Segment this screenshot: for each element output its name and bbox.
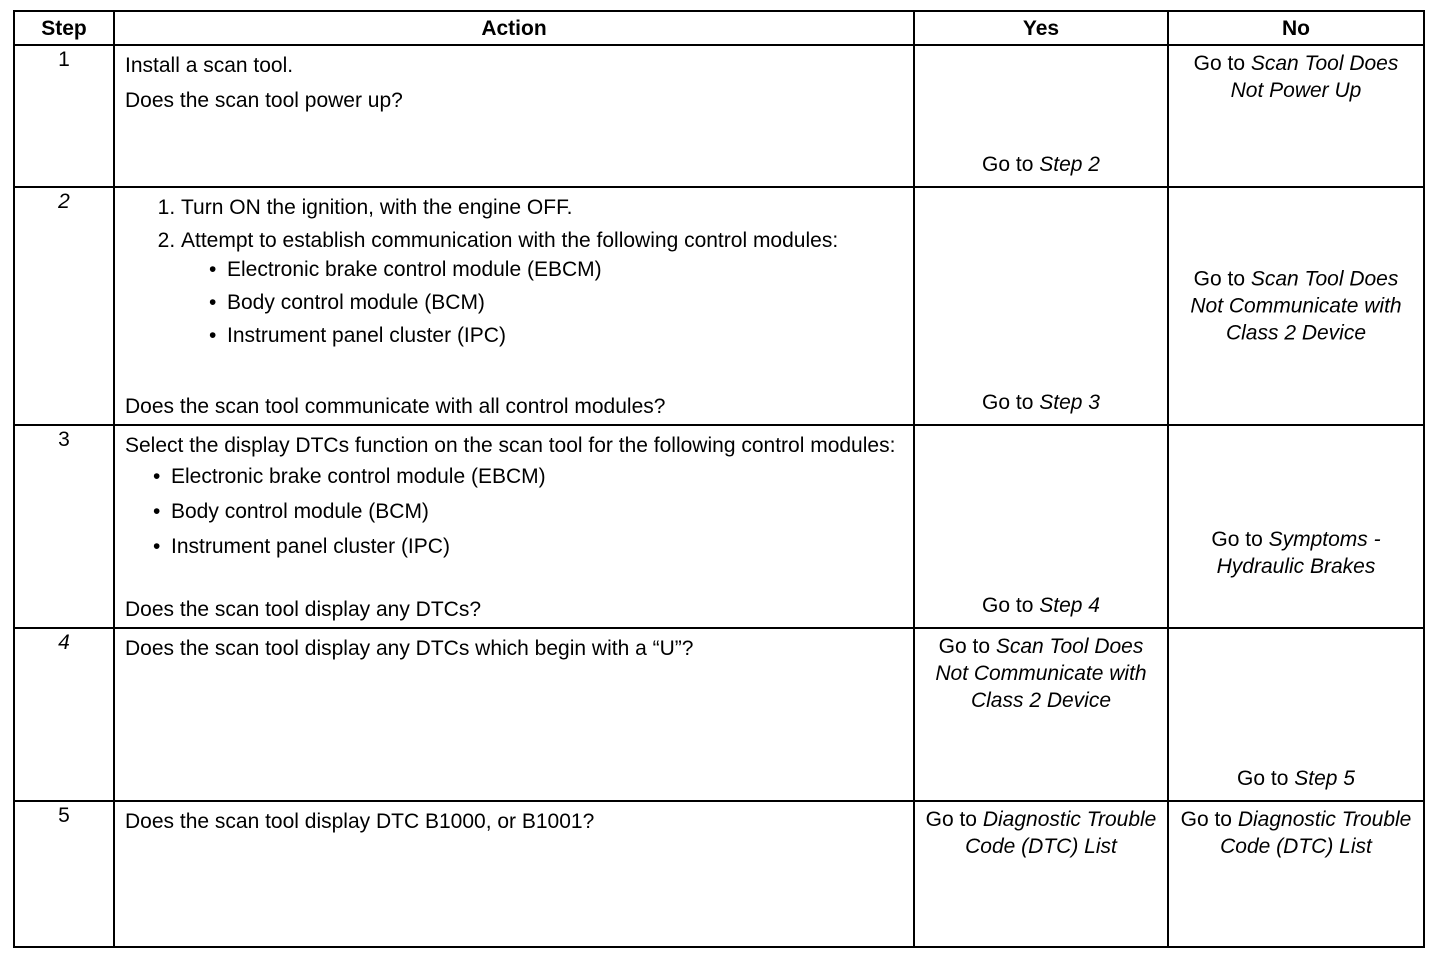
yes-cell [914, 801, 1168, 947]
outcome-prefix: Go to [982, 153, 1040, 176]
list-item-text: Electronic brake control module (EBCM) [227, 258, 602, 281]
header-no: No [1168, 11, 1424, 45]
yes-cell [914, 45, 1168, 187]
outcome-link[interactable]: Scan Tool Does Not Power Up [1230, 52, 1399, 102]
outcome-prefix: Go to [925, 808, 983, 831]
outcome-link[interactable]: Scan Tool Does Not Communicate with Class 2 Device [935, 635, 1147, 712]
yes-outcome[interactable] [915, 802, 1167, 864]
outcome-prefix: Go to [982, 594, 1040, 617]
module-list [181, 256, 903, 349]
table-row [14, 425, 1424, 628]
header-row [14, 11, 1424, 45]
list-item-text: Body control module (BCM) [227, 291, 485, 314]
outcome-prefix: Go to [1237, 767, 1295, 790]
outcome-prefix: Go to [1193, 52, 1251, 75]
list-item-text: Body control module (BCM) [171, 500, 429, 523]
no-cell [1168, 187, 1424, 425]
outcome-prefix: Go to [1193, 267, 1251, 291]
action-cell [114, 187, 914, 425]
no-outcome[interactable] [1169, 46, 1423, 108]
numbered-steps [125, 194, 903, 349]
outcome-link[interactable]: Step 5 [1294, 767, 1355, 790]
action-cell [114, 425, 914, 628]
table-row [14, 45, 1424, 187]
action-question: Does the scan tool display any DTCs which begin with a “U”? [125, 637, 694, 660]
outcome-link[interactable]: Scan Tool Does Not Communicate with Class 2 Device [1190, 267, 1402, 345]
list-item [153, 533, 903, 560]
yes-outcome[interactable] [915, 629, 1167, 718]
header-action: Action [114, 11, 914, 45]
step-number: 3 [14, 425, 114, 628]
action-question: Does the scan tool communicate with all control modules? [125, 395, 666, 418]
step-number: 5 [14, 801, 114, 947]
action-cell [114, 801, 914, 947]
table-row [14, 628, 1424, 801]
outcome-link[interactable]: Step 3 [1039, 391, 1100, 414]
list-item-text: Instrument panel cluster (IPC) [171, 535, 450, 558]
diagnostic-table-container [13, 10, 1423, 948]
step-number: 2 [14, 187, 114, 425]
outcome-link[interactable]: Diagnostic Trouble Code (DTC) List [965, 808, 1157, 858]
outcome-link[interactable]: Step 2 [1039, 153, 1100, 176]
yes-cell [914, 187, 1168, 425]
list-item [209, 256, 903, 283]
yes-cell [914, 628, 1168, 801]
action-text: Install a scan tool. [125, 54, 294, 77]
header-step: Step [14, 11, 114, 45]
numbered-step [181, 227, 903, 349]
action-text: Select the display DTCs function on the scan tool for the following control modules: [125, 434, 896, 457]
list-item [153, 498, 903, 525]
list-item [209, 289, 903, 316]
outcome-prefix: Go to [938, 635, 996, 658]
step-number: 1 [14, 45, 114, 187]
outcome-prefix: Go to [1180, 808, 1238, 831]
outcome-link[interactable]: Symptoms - Hydraulic Brakes [1216, 527, 1381, 578]
outcome-link[interactable]: Diagnostic Trouble Code (DTC) List [1220, 808, 1412, 858]
bullet-icon: • [153, 500, 161, 523]
step-number: 4 [14, 628, 114, 801]
yes-outcome[interactable] [915, 385, 1167, 420]
bullet-icon: • [153, 465, 161, 488]
table-row [14, 801, 1424, 947]
action-cell [114, 628, 914, 801]
numbered-step-text: Attempt to establish communication with the following control modules: [181, 229, 839, 252]
no-cell [1168, 801, 1424, 947]
action-cell [114, 45, 914, 187]
list-item [153, 463, 903, 490]
outcome-prefix: Go to [982, 391, 1040, 414]
no-outcome[interactable] [1169, 522, 1423, 584]
no-outcome[interactable] [1169, 761, 1423, 796]
action-question: Does the scan tool power up? [125, 89, 403, 112]
table-row [14, 187, 1424, 425]
no-cell [1168, 628, 1424, 801]
no-cell [1168, 425, 1424, 628]
no-cell [1168, 45, 1424, 187]
module-list [125, 463, 903, 560]
no-outcome[interactable] [1169, 262, 1423, 351]
action-question: Does the scan tool display DTC B1000, or B1001? [125, 810, 595, 833]
list-item [209, 322, 903, 349]
numbered-step: 1. Turn ON the ignition, with the engine OFF. [181, 194, 903, 221]
bullet-icon: • [209, 324, 217, 347]
outcome-prefix: Go to [1211, 527, 1269, 551]
header-yes: Yes [914, 11, 1168, 45]
yes-outcome[interactable] [915, 147, 1167, 182]
bullet-icon: • [209, 258, 217, 281]
list-item-text: Electronic brake control module (EBCM) [171, 465, 546, 488]
bullet-icon: • [153, 535, 161, 558]
yes-outcome[interactable] [915, 588, 1167, 623]
bullet-icon: • [209, 291, 217, 314]
outcome-link[interactable]: Step 4 [1039, 594, 1100, 617]
no-outcome[interactable] [1169, 802, 1423, 864]
diagnostic-table [13, 10, 1425, 948]
list-item-text: Instrument panel cluster (IPC) [227, 324, 506, 347]
action-question: Does the scan tool display any DTCs? [125, 598, 482, 621]
yes-cell [914, 425, 1168, 628]
